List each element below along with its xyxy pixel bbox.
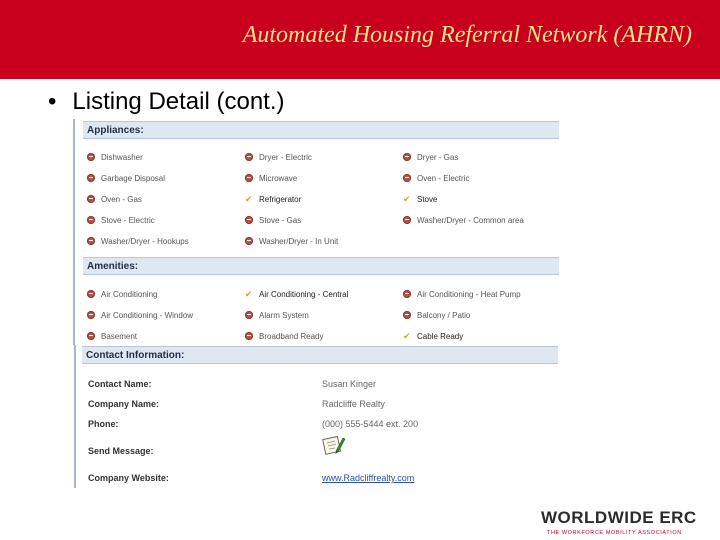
not-available-icon xyxy=(403,290,411,298)
not-available-icon xyxy=(403,216,411,224)
not-available-icon xyxy=(87,174,95,182)
appliance-item-label: Microwave xyxy=(259,174,298,183)
checkmark-icon: ✔ xyxy=(245,193,253,204)
amenity-item xyxy=(245,331,324,343)
appliance-item-label: Washer/Dryer - In Unit xyxy=(259,237,339,246)
company-name-value: Radcliffe Realty xyxy=(322,399,385,409)
amenity-item-label: Cable Ready xyxy=(417,332,464,341)
appliance-item-label: Dryer - Electric xyxy=(259,153,312,162)
not-available-icon xyxy=(87,311,95,319)
title-banner xyxy=(0,0,720,79)
amenity-item-label: Air Conditioning xyxy=(101,290,158,299)
appliance-item-label: Dryer - Gas xyxy=(417,153,459,162)
listing-detail-screenshot xyxy=(73,119,560,345)
not-available-icon xyxy=(245,332,253,340)
appliance-item xyxy=(87,215,155,227)
amenity-item-label: Balcony / Patio xyxy=(417,311,471,320)
logo-wordmark: WORLDWIDE ERC xyxy=(541,508,697,527)
amenity-item xyxy=(403,310,470,322)
amenity-item-label: Alarm System xyxy=(259,311,309,320)
appliance-item-label: Oven - Electric xyxy=(417,174,470,183)
slide-title: Automated Housing Referral Network (AHRN) xyxy=(242,22,692,48)
amenity-item xyxy=(87,310,193,322)
amenity-item xyxy=(403,289,521,301)
checkmark-icon: ✔ xyxy=(403,330,411,341)
appliance-item xyxy=(87,194,142,206)
appliance-item xyxy=(245,194,301,206)
not-available-icon xyxy=(245,174,253,182)
appliance-item xyxy=(87,152,143,164)
contact-header: Contact Information: xyxy=(82,346,558,364)
appliance-item xyxy=(87,236,189,248)
worldwide-erc-logo xyxy=(541,508,716,538)
compose-message-icon[interactable] xyxy=(322,434,346,456)
amenity-item xyxy=(87,289,157,301)
appliance-item xyxy=(245,152,312,164)
contact-name-value: Susan Kinger xyxy=(322,379,377,389)
amenity-item xyxy=(87,331,137,343)
bullet-dot: • xyxy=(48,88,57,115)
not-available-icon xyxy=(87,216,95,224)
appliance-item-label: Refrigerator xyxy=(259,195,302,204)
appliance-item xyxy=(245,236,338,248)
phone-label: Phone: xyxy=(88,419,119,429)
appliance-item-label: Dishwasher xyxy=(101,153,143,162)
not-available-icon xyxy=(245,216,253,224)
appliance-item-label: Stove - Gas xyxy=(259,216,302,225)
appliance-item xyxy=(403,152,458,164)
bullet-text: Listing Detail (cont.) xyxy=(72,88,285,115)
amenity-item-label: Air Conditioning - Central xyxy=(259,290,349,299)
not-available-icon xyxy=(245,153,253,161)
not-available-icon xyxy=(403,153,411,161)
not-available-icon xyxy=(87,195,95,203)
company-website-label: Company Website: xyxy=(88,473,169,483)
company-website-link[interactable]: www.Radcliffrealty.com xyxy=(322,473,415,483)
not-available-icon xyxy=(87,332,95,340)
company-name-label: Company Name: xyxy=(88,399,160,409)
not-available-icon xyxy=(87,290,95,298)
amenity-item xyxy=(245,310,309,322)
amenity-item-label: Air Conditioning - Heat Pump xyxy=(417,290,521,299)
appliance-item xyxy=(403,173,469,185)
appliance-item xyxy=(403,215,524,227)
checkmark-icon: ✔ xyxy=(245,288,253,299)
not-available-icon xyxy=(403,311,411,319)
appliance-item xyxy=(245,173,297,185)
appliance-item xyxy=(245,215,301,227)
checkmark-icon: ✔ xyxy=(403,193,411,204)
amenity-item xyxy=(403,331,463,343)
contact-information-panel xyxy=(74,345,573,488)
phone-value: (000) 555-5444 ext. 200 xyxy=(322,419,419,429)
appliance-item xyxy=(403,194,437,206)
amenity-item-label: Basement xyxy=(101,332,138,341)
amenities-header: Amenities: xyxy=(83,257,559,275)
appliances-header: Appliances: xyxy=(83,121,559,139)
amenity-item-label: Broadband Ready xyxy=(259,332,324,341)
not-available-icon xyxy=(87,237,95,245)
not-available-icon xyxy=(245,311,253,319)
appliance-item-label: Oven - Gas xyxy=(101,195,142,204)
amenity-item-label: Air Conditioning - Window xyxy=(101,311,194,320)
contact-name-label: Contact Name: xyxy=(88,379,152,389)
not-available-icon xyxy=(403,174,411,182)
appliance-item-label: Washer/Dryer - Hookups xyxy=(101,237,189,246)
send-message-label: Send Message: xyxy=(88,446,154,456)
appliance-item-label: Garbage Disposal xyxy=(101,174,166,183)
logo-tagline: THE WORKFORCE MOBILITY ASSOCIATION xyxy=(547,530,682,536)
appliance-item-label: Stove xyxy=(417,195,438,204)
not-available-icon xyxy=(245,237,253,245)
bullet-point xyxy=(48,88,285,116)
not-available-icon xyxy=(87,153,95,161)
amenity-item xyxy=(245,289,348,301)
appliance-item xyxy=(87,173,165,185)
appliance-item-label: Washer/Dryer - Common area xyxy=(417,216,524,225)
appliance-item-label: Stove - Electric xyxy=(101,216,155,225)
